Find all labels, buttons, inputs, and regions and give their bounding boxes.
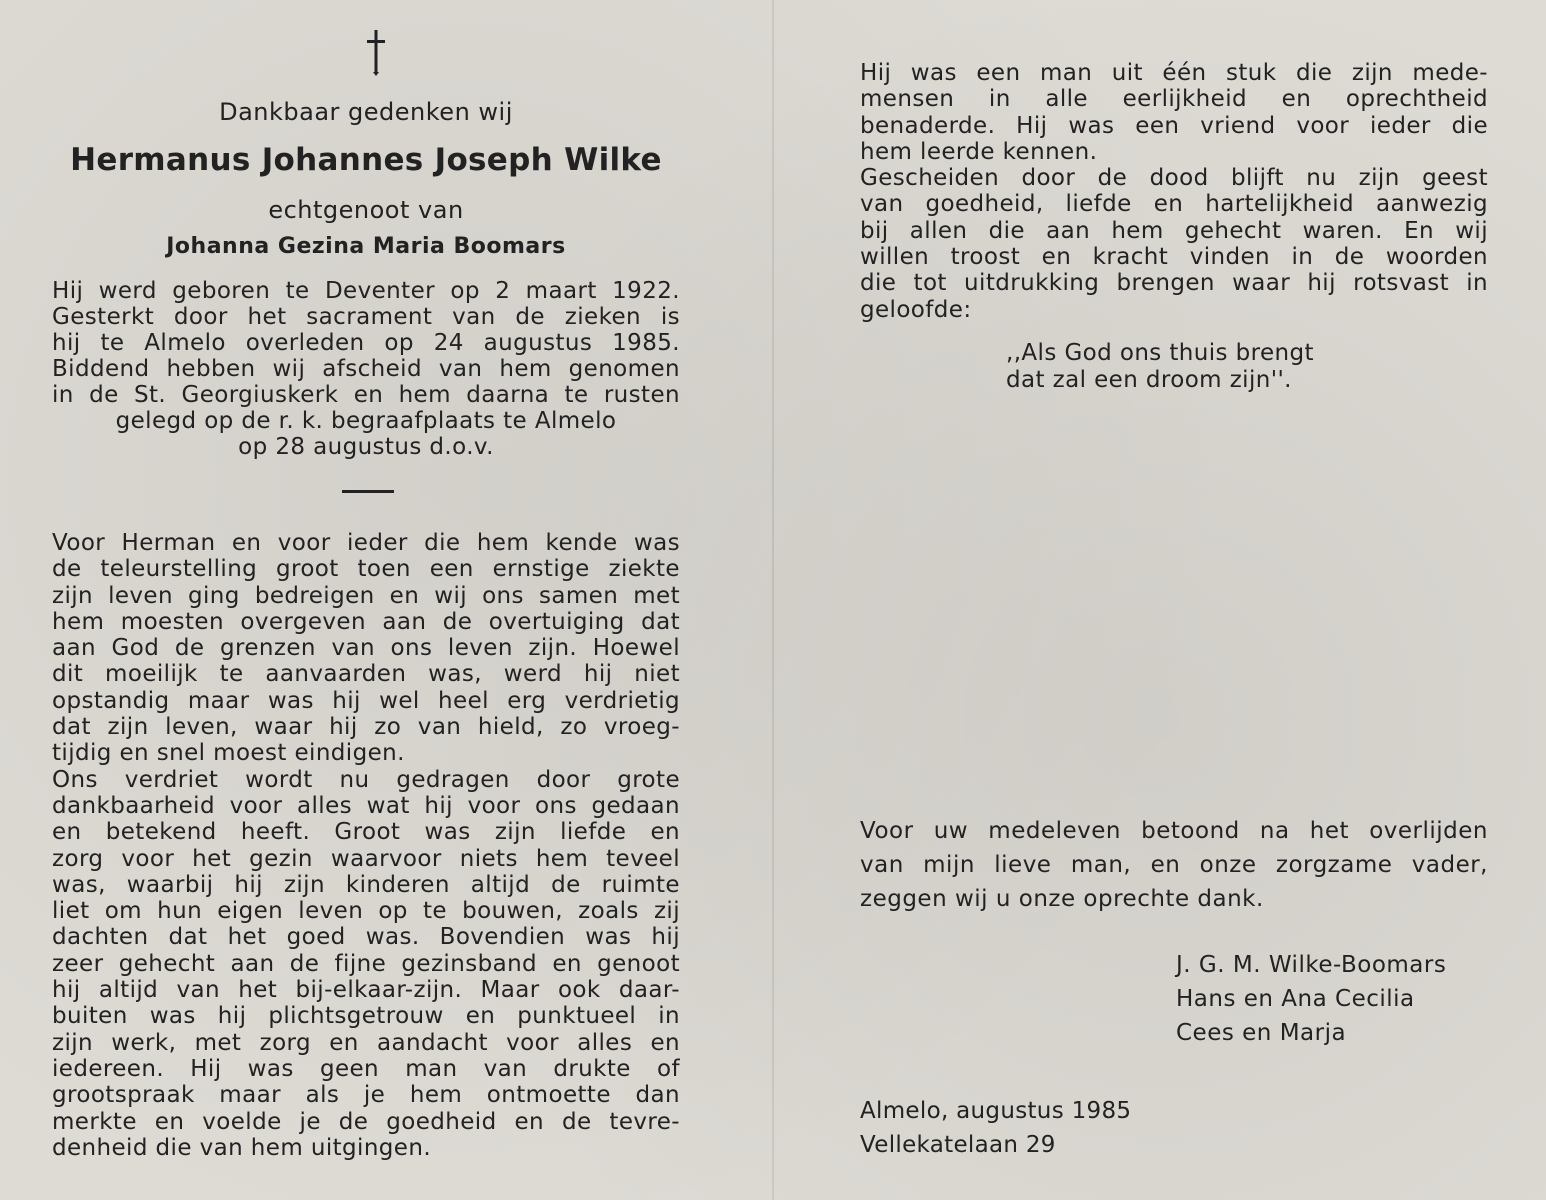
tribute-line: mensen in alle eerlijkheid en oprechtheid	[860, 86, 1488, 113]
biography-block	[52, 278, 680, 460]
intro-text: Dankbaar gedenken wij	[219, 98, 513, 126]
tribute-line: bij allen die aan hem gehecht waren. En wij	[860, 217, 1488, 244]
signers-block	[1176, 948, 1496, 1050]
story-line: dit moeilijk te aanvaarden was, werd hij niet	[52, 661, 680, 688]
story-line: Voor Herman en voor ieder die hem kende was	[52, 530, 680, 556]
quote-line: ,,Als God ons thuis brengt	[1006, 340, 1314, 366]
story-block	[52, 530, 680, 1161]
tribute-line: Hij was een man uit één stuk die zijn mede-	[860, 60, 1488, 86]
bio-line: Gesterkt door het sacrament van de zieken is	[52, 304, 680, 330]
thanks-line: Voor uw medeleven betoond na het overlijden	[860, 818, 1488, 844]
bio-line: op 28 augustus d.o.v.	[238, 434, 494, 460]
story-line: was, waarbij hij zijn kinderen altijd de ruimte	[52, 871, 680, 898]
signer-line: Hans en Ana Cecilia	[1176, 986, 1415, 1012]
story-line: Ons verdriet wordt nu gedragen door grote	[52, 766, 680, 793]
deceased-name: Hermanus Johannes Joseph Wilke	[70, 142, 662, 178]
tribute-line: Gescheiden door de dood blijft nu zijn geest	[860, 165, 1488, 192]
tribute-block	[860, 60, 1488, 323]
story-line: dat zijn leven, waar hij zo van hield, zo vroeg-	[52, 714, 680, 741]
story-line: liet om hun eigen leven op te bouwen, zoals zij	[52, 898, 680, 925]
tribute-line: die tot uitdrukking brengen waar hij rotsvast in	[860, 270, 1488, 297]
story-line: opstandig maar was hij wel heel erg verdrietig	[52, 687, 680, 714]
story-line: dachten dat het goed was. Bovendien was hij	[52, 924, 680, 951]
thanks-line: van mijn lieve man, en onze zorgzame vader,	[860, 852, 1488, 878]
story-line: iedereen. Hij was geen man van drukte of	[52, 1055, 680, 1082]
latin-cross-icon	[366, 28, 386, 76]
story-line: grootspraak maar als je hem ontmoette dan	[52, 1082, 680, 1109]
story-line: en betekend heeft. Groot was zijn liefde en	[52, 819, 680, 846]
thanks-line: zeggen wij u onze oprechte dank.	[860, 886, 1264, 912]
story-line: zijn werk, met zorg en aandacht voor alles en	[52, 1029, 680, 1056]
quote-block	[1006, 340, 1426, 394]
bio-line: in de St. Georgiuskerk en hem daarna te rusten	[52, 382, 680, 408]
story-line: merkte en voelde je de goedheid en de tevre-	[52, 1108, 680, 1135]
bio-line: Hij werd geboren te Deventer op 2 maart 1922.	[52, 278, 680, 304]
bio-line: hij te Almelo overleden op 24 augustus 1985.	[52, 330, 680, 356]
story-line: buiten was hij plichtsgetrouw en punktueel in	[52, 1003, 680, 1030]
address: Vellekatelaan 29	[860, 1132, 1056, 1158]
story-line: zorg voor het gezin waarvoor niets hem teveel	[52, 845, 680, 872]
story-line: hij altijd van het bij-elkaar-zijn. Maar ook daar-	[52, 977, 680, 1004]
story-line: tijdig en snel moest eindigen.	[52, 740, 405, 767]
divider-rule	[342, 490, 394, 493]
bio-line: gelegd op de r. k. begraafplaats te Almelo	[115, 408, 617, 434]
story-line: denheid die van hem uitgingen.	[52, 1134, 432, 1161]
place-date: Almelo, augustus 1985	[860, 1098, 1132, 1124]
tribute-line: willen troost en kracht vinden in de woorden	[860, 244, 1488, 271]
spouse-label: echtgenoot van	[268, 196, 464, 224]
quote-line: dat zal een droom zijn''.	[1006, 367, 1292, 393]
story-line: zijn leven ging bedreigen en wij ons samen met	[52, 582, 680, 609]
story-line: zeer gehecht aan de fijne gezinsband en genoot	[52, 950, 680, 977]
tribute-line: van goedheid, liefde en hartelijkheid aanwezig	[860, 191, 1488, 218]
spouse-name: Johanna Gezina Maria Boomars	[166, 234, 566, 259]
tribute-line: geloofde:	[860, 296, 972, 323]
tribute-line: hem leerde kennen.	[860, 138, 1098, 165]
bio-line: Biddend hebben wij afscheid van hem genomen	[52, 356, 680, 382]
signer-line: Cees en Marja	[1176, 1020, 1347, 1046]
story-line: hem moesten overgeven aan de overtuiging dat	[52, 608, 680, 635]
story-line: de teleurstelling groot toen een ernstige ziekte	[52, 556, 680, 583]
story-line: dankbaarheid voor alles wat hij voor ons gedaan	[52, 792, 680, 819]
card-fold	[772, 0, 774, 1200]
story-line: aan God de grenzen van ons leven zijn. Hoewel	[52, 635, 680, 662]
place-block	[860, 1094, 1260, 1162]
tribute-line: benaderde. Hij was een vriend voor ieder die	[860, 112, 1488, 139]
signer-line: J. G. M. Wilke-Boomars	[1176, 952, 1447, 978]
thanks-block	[860, 814, 1488, 916]
